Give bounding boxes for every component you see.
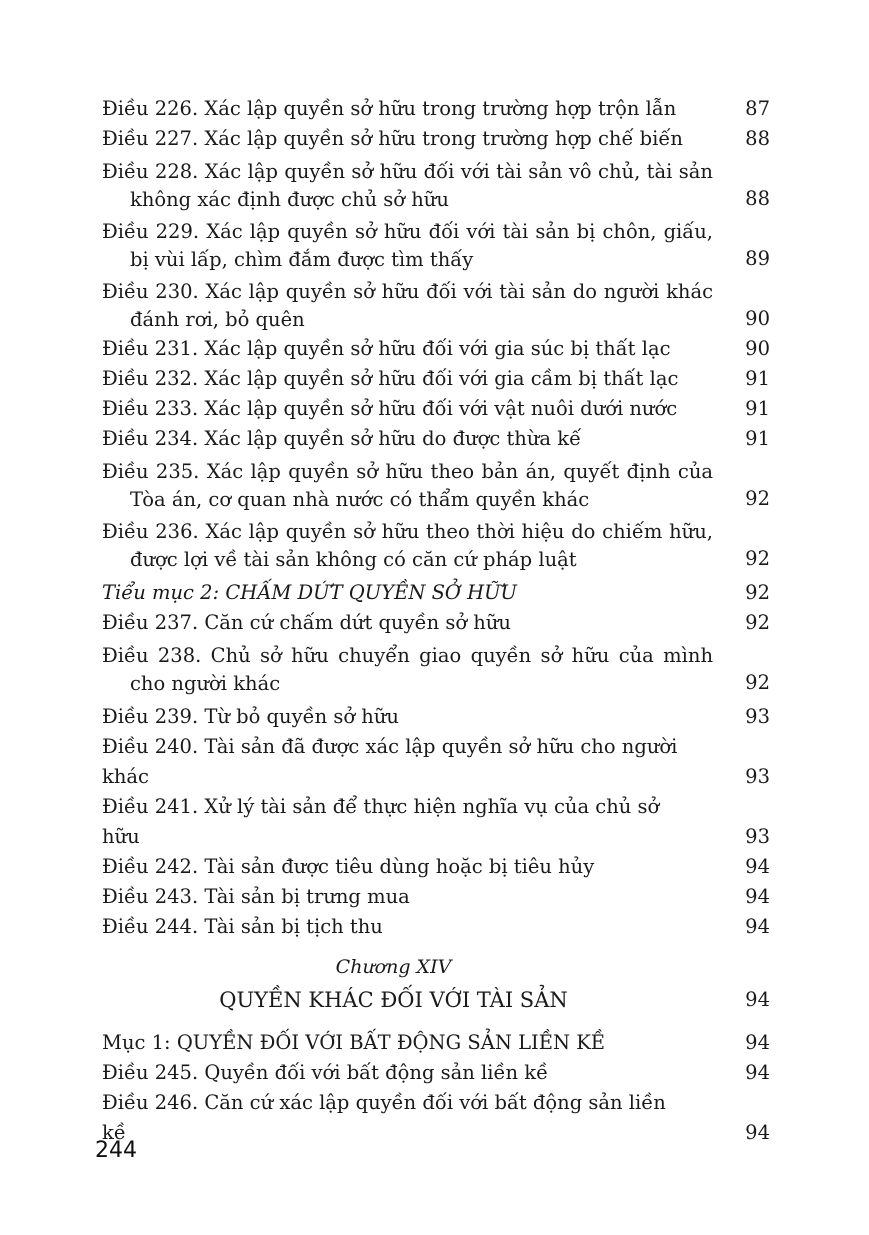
toc-entry [102,334,770,364]
toc-entry-title: Điều 231. Xác lập quyền sở hữu đối với gia súc bị thất lạc [102,337,671,360]
toc-entry-page: 93 [745,765,770,788]
toc-entry [102,278,770,334]
chapter-heading [102,982,770,1018]
toc-entry-title: Điều 228. Xác lập quyền sở hữu đối với tài sản vô chủ, tài sản không xác định được chủ sở hữu [102,160,713,211]
toc-entry-page: 91 [745,427,770,450]
toc-entry-page: 91 [745,397,770,420]
toc-entry-title: Điều 240. Tài sản đã được xác lập quyền sở hữu cho người khác [102,735,678,788]
toc-entry [102,124,770,154]
toc-entry-title: Điều 232. Xác lập quyền sở hữu đối với gia cầm bị thất lạc [102,367,679,390]
toc-entry-page: 92 [745,547,770,570]
toc-entry-page: 90 [745,307,770,330]
toc-entry [102,1088,770,1148]
toc-entry-page: 89 [745,247,770,270]
toc-entry-page: 92 [745,611,770,634]
toc-entry [102,702,770,732]
toc-subsection-page: 92 [745,581,770,604]
toc-entry-title: Điều 235. Xác lập quyền sở hữu theo bản án, quyết định của Tòa án, cơ quan nhà nước có thẩm quyền khác [102,460,713,511]
toc-entry-page: 93 [745,705,770,728]
toc-entry-title: Điều 243. Tài sản bị trưng mua [102,885,410,908]
toc-entry-title: Điều 234. Xác lập quyền sở hữu do được thừa kế [102,427,582,450]
toc-subsection [102,578,770,608]
toc-entry [102,732,770,792]
toc-entry [102,364,770,394]
toc-section-page: 94 [745,1031,770,1054]
toc-entry-page: 94 [745,885,770,908]
toc-entry [102,1058,770,1088]
toc-entry-title: Điều 227. Xác lập quyền sở hữu trong trường hợp chế biến [102,127,683,150]
toc-entry-page: 90 [745,337,770,360]
toc-entry-title: Điều 237. Căn cứ chấm dứt quyền sở hữu [102,611,511,634]
toc-entry [102,642,770,698]
toc-entry-title: Điều 241. Xử lý tài sản để thực hiện nghĩa vụ của chủ sở hữu [102,795,660,848]
toc-entry-page: 94 [745,1121,770,1144]
toc-entry-title: Điều 244. Tài sản bị tịch thu [102,915,383,938]
chapter-label: Chương XIV [335,956,452,978]
toc-entry-title: Điều 236. Xác lập quyền sở hữu theo thời hiệu do chiếm hữu, được lợi về tài sản không có căn cứ pháp luật [102,520,713,571]
toc-entry-title: Điều 226. Xác lập quyền sở hữu trong trường hợp trộn lẫn [102,97,677,120]
toc-entry-page: 92 [745,671,770,694]
toc-entry [102,792,770,852]
toc-entry-page: 94 [745,855,770,878]
toc-entry-page: 91 [745,367,770,390]
toc-section-title: Mục 1: QUYỀN ĐỐI VỚI BẤT ĐỘNG SẢN LIỀN KỀ [102,1031,606,1054]
toc-entry [102,852,770,882]
chapter-page: 94 [745,988,770,1011]
toc-entry-page: 94 [745,1061,770,1084]
page-number: 244 [95,1138,137,1163]
toc-entry [102,424,770,454]
toc-section [102,1028,770,1058]
toc-entry [102,158,770,214]
toc-entry [102,608,770,638]
toc-entry [102,218,770,274]
toc-entry-title: Điều 245. Quyền đối với bất động sản liền kề [102,1061,549,1084]
toc-entry [102,518,770,574]
toc-entry-title: Điều 239. Từ bỏ quyền sở hữu [102,705,399,728]
toc-entry-title: Điều 242. Tài sản được tiêu dùng hoặc bị tiêu hủy [102,855,595,878]
toc-entry-page: 88 [745,187,770,210]
toc-entry-page: 92 [745,487,770,510]
toc-entry [102,912,770,942]
toc-subsection-title: Tiểu mục 2: CHẤM DỨT QUYỀN SỞ HỮU [102,581,517,604]
toc-entry-title: Điều 233. Xác lập quyền sở hữu đối với vật nuôi dưới nước [102,397,678,420]
toc-entry-page: 93 [745,825,770,848]
toc-entry-title: Điều 230. Xác lập quyền sở hữu đối với tài sản do người khác đánh rơi, bỏ quên [102,280,713,331]
toc-entry-title: Điều 246. Căn cứ xác lập quyền đối với bất động sản liền kề [102,1091,666,1144]
toc-entry-page: 87 [745,97,770,120]
toc-entry-page: 94 [745,915,770,938]
toc-entry [102,458,770,514]
toc-entry-page: 88 [745,127,770,150]
toc-entry [102,882,770,912]
toc-entry [102,94,770,124]
table-of-contents [102,94,770,1148]
chapter-title: QUYỀN KHÁC ĐỐI VỚI TÀI SẢN [219,988,568,1012]
toc-entry [102,394,770,424]
toc-entry-title: Điều 238. Chủ sở hữu chuyển giao quyền sở hữu của mình cho người khác [102,644,713,695]
toc-entry-title: Điều 229. Xác lập quyền sở hữu đối với tài sản bị chôn, giấu, bị vùi lấp, chìm đắm được tìm thấy [102,220,713,271]
